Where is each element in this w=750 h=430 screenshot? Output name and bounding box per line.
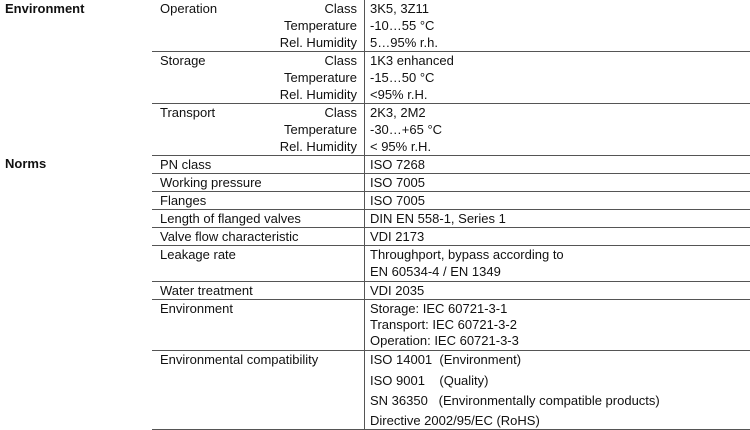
norm-label: Environmental compatibility	[160, 352, 319, 367]
norm-label: Water treatment	[160, 283, 253, 298]
column-divider	[364, 282, 365, 299]
storage-humidity-label: Rel. Humidity	[279, 87, 357, 102]
operation-label: Operation	[160, 1, 218, 16]
column-divider	[364, 52, 365, 103]
operation-class-value: 3K5, 3Z11	[370, 1, 430, 16]
norm-value: Throughport, bypass according to	[370, 247, 564, 262]
operation-class-label: Class	[324, 1, 357, 16]
norm-value: ISO 14001 (Environment)	[370, 352, 522, 367]
norm-row-environment	[152, 299, 750, 350]
column-divider	[364, 0, 365, 51]
storage-class-value: 1K3 enhanced	[370, 53, 454, 68]
norm-label: Leakage rate	[160, 247, 236, 262]
storage-class-label: Class	[324, 53, 357, 68]
transport-humidity-label: Rel. Humidity	[279, 139, 357, 154]
norm-row-valve-flow	[152, 227, 750, 245]
norm-label: Length of flanged valves	[160, 211, 301, 226]
storage-block	[152, 51, 750, 103]
norm-value: Transport: IEC 60721-3-2	[370, 317, 517, 332]
norm-value: ISO 9001 (Quality)	[370, 373, 489, 388]
transport-humidity-value: < 95% r.H.	[370, 139, 432, 154]
norm-row-working-pressure	[152, 173, 750, 191]
column-divider	[364, 210, 365, 227]
norm-value: SN 36350 (Environmentally compatible products)	[370, 393, 660, 408]
transport-class-label: Class	[324, 105, 357, 120]
column-divider	[364, 351, 365, 429]
norm-row-env-compat	[152, 350, 750, 430]
norm-label: Flanges	[160, 193, 207, 208]
norm-row-length-flanged	[152, 209, 750, 227]
column-divider	[364, 300, 365, 350]
column-divider	[364, 156, 365, 173]
norm-value: Directive 2002/95/EC (RoHS)	[370, 413, 540, 428]
norm-value: Operation: IEC 60721-3-3	[370, 333, 519, 348]
norm-row-water	[152, 281, 750, 299]
operation-temperature-value: -10…55 °C	[370, 18, 435, 33]
norm-value: ISO 7005	[370, 193, 425, 208]
norm-value: ISO 7005	[370, 175, 425, 190]
norm-label: Valve flow characteristic	[160, 229, 299, 244]
norm-value: Storage: IEC 60721-3-1	[370, 301, 508, 316]
column-divider	[364, 246, 365, 281]
storage-temperature-value: -15…50 °C	[370, 70, 435, 85]
column-divider	[364, 174, 365, 191]
norm-row-pn-class	[152, 155, 750, 173]
operation-humidity-label: Rel. Humidity	[279, 35, 357, 50]
operation-humidity-value: 5…95% r.h.	[370, 35, 438, 50]
transport-temperature-label: Temperature	[284, 122, 357, 137]
operation-block	[152, 0, 750, 51]
category-norms: Norms	[5, 156, 47, 171]
column-divider	[364, 228, 365, 245]
norm-label: Working pressure	[160, 175, 262, 190]
norm-value: EN 60534-4 / EN 1349	[370, 264, 501, 279]
transport-temperature-value: -30…+65 °C	[370, 122, 443, 137]
storage-label: Storage	[160, 53, 206, 68]
norm-value: VDI 2035	[370, 283, 425, 298]
transport-class-value: 2K3, 2M2	[370, 105, 426, 120]
transport-label: Transport	[160, 105, 216, 120]
norm-label: Environment	[160, 301, 233, 316]
norm-value: VDI 2173	[370, 229, 425, 244]
norm-value: DIN EN 558-1, Series 1	[370, 211, 506, 226]
norm-row-leakage	[152, 245, 750, 281]
column-divider	[364, 104, 365, 155]
norm-row-flanges	[152, 191, 750, 209]
storage-humidity-value: <95% r.H.	[370, 87, 428, 102]
norm-label: PN class	[160, 157, 212, 172]
operation-temperature-label: Temperature	[284, 18, 357, 33]
norm-value: ISO 7268	[370, 157, 425, 172]
transport-block	[152, 103, 750, 155]
storage-temperature-label: Temperature	[284, 70, 357, 85]
category-environment: Environment	[5, 1, 85, 16]
column-divider	[364, 192, 365, 209]
